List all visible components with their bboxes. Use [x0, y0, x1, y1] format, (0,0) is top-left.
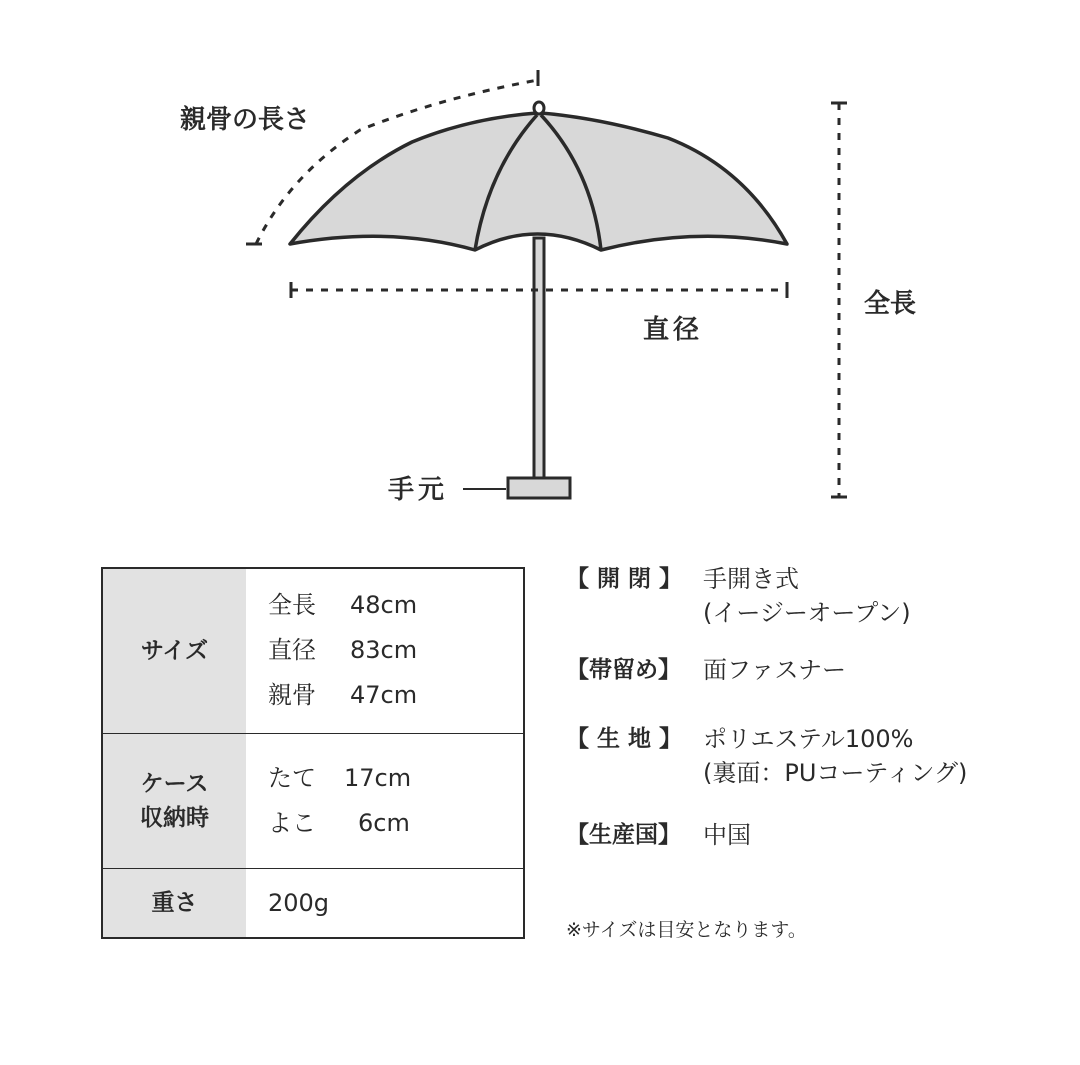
size-row-diameter: 直径 83cm [268, 636, 418, 665]
spec-header-size: サイズ [102, 568, 246, 733]
spec-row-weight [102, 868, 524, 938]
spec-values-case [246, 733, 524, 868]
rib-length-label: 親骨の長さ [180, 105, 311, 135]
diameter-label: 直径 [643, 315, 704, 345]
total-length-label: 全長 [864, 289, 917, 319]
spec-row-size [102, 568, 524, 733]
info-value-strap: 面ファスナー [703, 656, 847, 684]
product-info [566, 562, 1066, 875]
spec-table [101, 567, 525, 939]
umbrella-tip [534, 102, 544, 114]
spec-header-case: ケース 収納時 [102, 733, 246, 868]
umbrella-canopy [290, 113, 787, 250]
info-row-opening [566, 562, 1066, 630]
spec-row-case [102, 733, 524, 868]
info-row-origin [566, 818, 1066, 852]
info-row-fabric [566, 722, 1066, 790]
info-row-strap [566, 653, 1066, 687]
size-row-rib: 親骨 47cm [268, 681, 418, 710]
spec-value-weight: 200g [268, 888, 330, 917]
info-value-origin: 中国 [703, 821, 751, 849]
case-row-height: たて 17cm [268, 763, 412, 792]
case-row-width: よこ 6cm [268, 808, 410, 837]
info-key-origin: 【生産国】 [566, 822, 681, 848]
size-row-total-length: 全長 48cm [268, 591, 418, 620]
info-value-opening: 手開き式 (イージーオープン) [703, 565, 911, 627]
handle-label: 手元 [388, 475, 449, 505]
info-key-strap: 【帯留め】 [566, 657, 681, 683]
info-key-fabric: 【 生 地 】 [566, 726, 683, 752]
info-value-fabric: ポリエステル100% (裏面：PUコーティング) [703, 725, 968, 787]
umbrella-shaft [534, 238, 544, 480]
size-note: ※サイズは目安となります。 [566, 919, 807, 941]
spec-header-weight: 重さ [102, 868, 246, 938]
info-key-opening: 【 開 閉 】 [566, 566, 683, 592]
spec-values-size [246, 568, 524, 733]
umbrella-handle [508, 478, 570, 498]
